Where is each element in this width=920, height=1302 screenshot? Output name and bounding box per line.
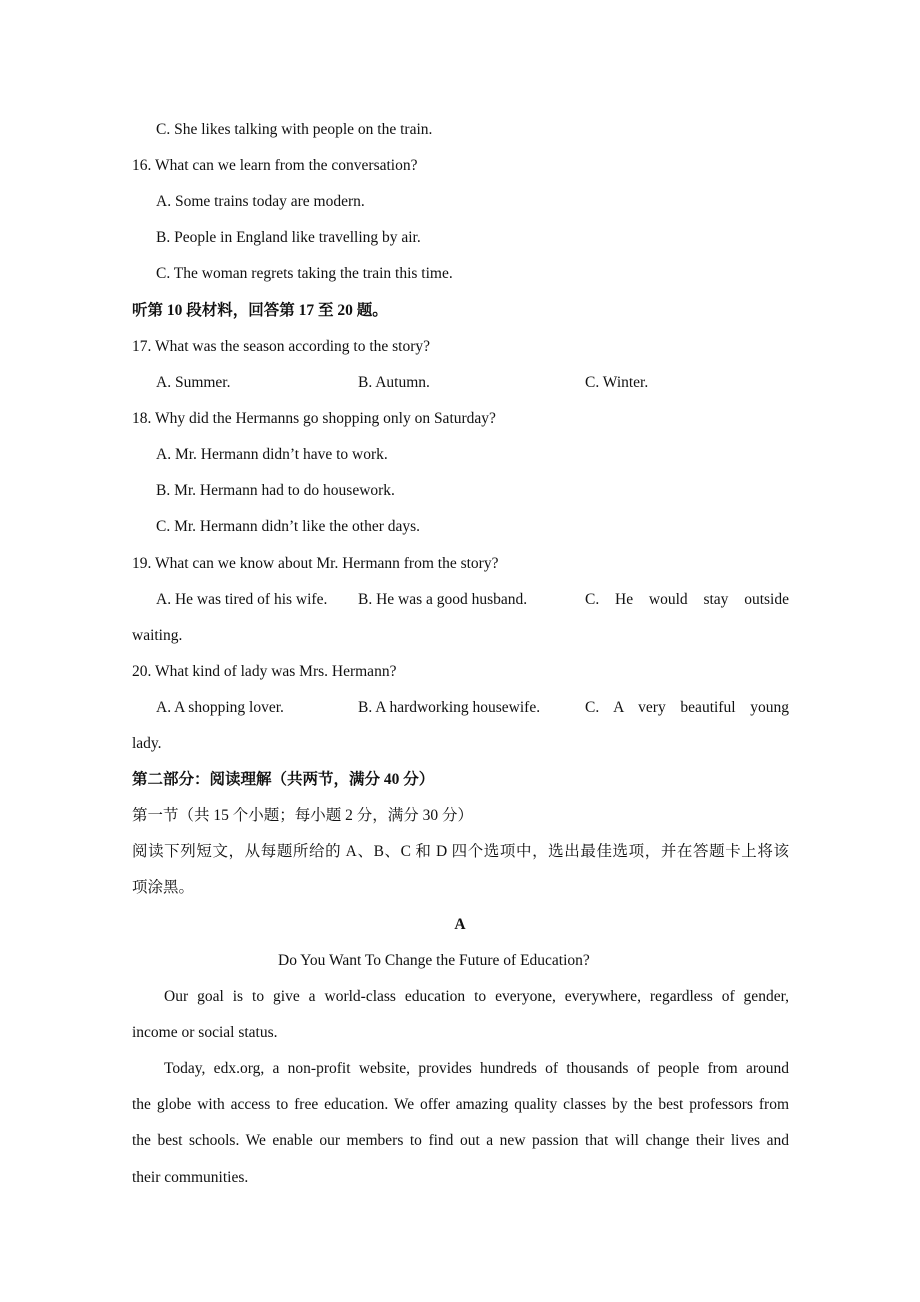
q20-option-b: B. A hardworking housewife. (358, 699, 541, 716)
passage-p2-line4: their communities. (132, 1169, 249, 1186)
q16-option-a: A. Some trains today are modern. (156, 193, 365, 210)
q16-option-c: C. The woman regrets taking the train this time. (156, 265, 453, 282)
q20-option-a: A. A shopping lover. (156, 699, 284, 716)
passage-p2-line2: the globe with access to free education. We offer amazing quality classes by the best professors from (132, 1096, 789, 1113)
q18-option-b: B. Mr. Hermann had to do housework. (156, 482, 395, 499)
q17-option-a: A. Summer. (156, 374, 231, 391)
q20-option-c-cont: lady. (132, 735, 162, 752)
passage-label: A (454, 916, 466, 933)
q19-option-c-cont: waiting. (132, 627, 183, 644)
part2-title: 第二部分：阅读理解（共两节，满分 40 分） (132, 771, 435, 788)
q18-option-c: C. Mr. Hermann didn’t like the other days. (156, 518, 421, 535)
q19-option-b: B. He was a good husband. (358, 591, 528, 608)
part2-instructions: 阅读下列短文，从每题所给的 A、B、C 和 D 四个选项中，选出最佳选项，并在答题卡上将该 (132, 843, 789, 860)
q19-option-a: A. He was tired of his wife. (156, 591, 328, 608)
q19-question: 19. What can we know about Mr. Hermann from the story? (132, 555, 499, 572)
q16-option-b: B. People in England like travelling by air. (156, 229, 421, 246)
q17-option-c: C. Winter. (585, 374, 649, 391)
section-heading-10: 听第 10 段材料，回答第 17 至 20 题。 (132, 302, 388, 319)
q18-question: 18. Why did the Hermanns go shopping only on Saturday? (132, 410, 496, 427)
q20-question: 20. What kind of lady was Mrs. Hermann? (132, 663, 397, 680)
passage-p2-line3: the best schools. We enable our members to find out a new passion that will change their lives and (132, 1132, 789, 1149)
passage-title: Do You Want To Change the Future of Education? (278, 952, 590, 969)
part2-section1: 第一节（共 15 个小题；每小题 2 分，满分 30 分） (132, 807, 474, 824)
q15-option-c: C. She likes talking with people on the train. (156, 121, 433, 138)
q19-option-c: C. He would stay outside (585, 591, 789, 608)
passage-p1-line1: Our goal is to give a world-class education to everyone, everywhere, regardless of gender, (164, 988, 789, 1005)
q20-option-c: C. A very beautiful young (585, 699, 789, 716)
passage-p2-line1: Today, edx.org, a non-profit website, provides hundreds of thousands of people from around (164, 1060, 789, 1077)
q17-option-b: B. Autumn. (358, 374, 430, 391)
q17-question: 17. What was the season according to the story? (132, 338, 431, 355)
q16-question: 16. What can we learn from the conversation? (132, 157, 418, 174)
passage-p1-line2: income or social status. (132, 1024, 278, 1041)
q18-option-a: A. Mr. Hermann didn’t have to work. (156, 446, 388, 463)
part2-instructions-cont: 项涂黑。 (132, 879, 195, 896)
